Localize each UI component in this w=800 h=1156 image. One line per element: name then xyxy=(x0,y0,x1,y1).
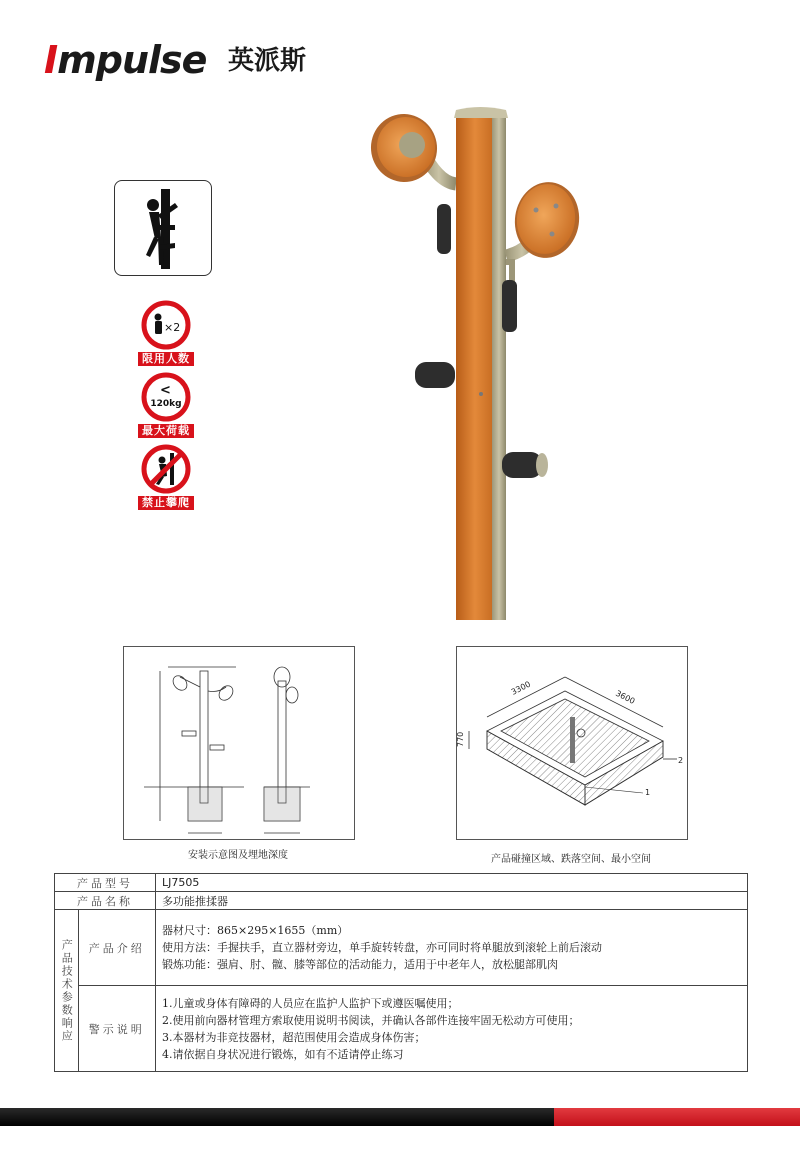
max-users-value: ×2 xyxy=(164,321,181,334)
max-load-label: 最大荷载 xyxy=(138,424,194,438)
safety-space-svg xyxy=(457,647,687,839)
no-climbing-label: 禁止攀爬 xyxy=(138,496,194,510)
brand-logo xyxy=(44,38,344,82)
installation-drawing xyxy=(123,646,355,840)
intro-label: 产品介绍 xyxy=(78,910,155,986)
max-users-icon xyxy=(140,300,192,350)
intro-line-function: 锻炼功能：强肩、肘、髋、膝等部位的活动能力，适用于中老年人，放松腿部肌肉 xyxy=(162,958,558,971)
sign-no-climbing xyxy=(138,444,194,510)
product-illustration xyxy=(360,100,560,630)
max-users-label: 限用人数 xyxy=(138,352,194,366)
space-dim-2: 3600 xyxy=(614,688,637,707)
name-value: 多功能推揉器 xyxy=(156,892,748,910)
sign-max-users xyxy=(138,300,194,366)
warning-label: 警示说明 xyxy=(78,986,155,1072)
name-label: 产品名称 xyxy=(55,892,156,910)
safety-space-caption: 产品碰撞区域、跌落空间、最小空间 xyxy=(491,854,651,865)
usage-pictogram xyxy=(114,180,212,276)
max-load-value: 120kg xyxy=(150,399,182,409)
intro-content xyxy=(156,910,748,986)
spec-group-cell xyxy=(55,910,79,1072)
model-label: 产品型号 xyxy=(55,874,156,892)
intro-line-size: 器材尺寸：865×295×1655（mm） xyxy=(162,924,349,937)
max-load-icon xyxy=(140,372,192,422)
model-value: LJ7505 xyxy=(156,874,748,892)
safety-space-drawing xyxy=(456,646,688,840)
intro-line-usage: 使用方法：手握扶手，直立器材旁边，单手旋转转盘，亦可同时将单腿放到滚轮上前后滚动 xyxy=(162,941,602,954)
space-label-2: 2 xyxy=(678,756,684,765)
climbing-person-icon xyxy=(115,181,211,275)
no-climbing-icon xyxy=(140,444,192,494)
footer-bar-black xyxy=(0,1108,554,1126)
warning-line: 4.请依据自身状况进行锻炼，如有不适请停止练习 xyxy=(162,1047,404,1061)
warning-line: 3.本器材为非竞技器材，超范围使用会造成身体伤害； xyxy=(162,1030,426,1044)
spec-group-label: 产品技术参数响应 xyxy=(60,938,74,1043)
installation-caption: 安装示意图及埋地深度 xyxy=(188,850,288,861)
warning-content xyxy=(156,986,748,1072)
logo-chinese: 英派斯 xyxy=(228,46,307,76)
space-dim-height: 770 xyxy=(456,731,465,747)
warning-line: 2.使用前向器材管理方索取使用说明书阅读，并确认各部件连接牢固无松动方可使用； xyxy=(162,1013,580,1027)
space-dim-1: 3300 xyxy=(509,679,533,697)
logo-english: Impulse xyxy=(44,38,207,82)
sign-max-load xyxy=(138,372,194,438)
spec-table xyxy=(54,873,748,1072)
space-label-1: 1 xyxy=(645,788,651,797)
installation-drawing-svg xyxy=(124,647,354,839)
max-load-symbol: < xyxy=(160,383,171,398)
warning-line: 1.儿童或身体有障碍的人员应在监护人监护下或遵医嘱使用； xyxy=(162,996,459,1010)
footer-bar-red xyxy=(554,1108,800,1126)
